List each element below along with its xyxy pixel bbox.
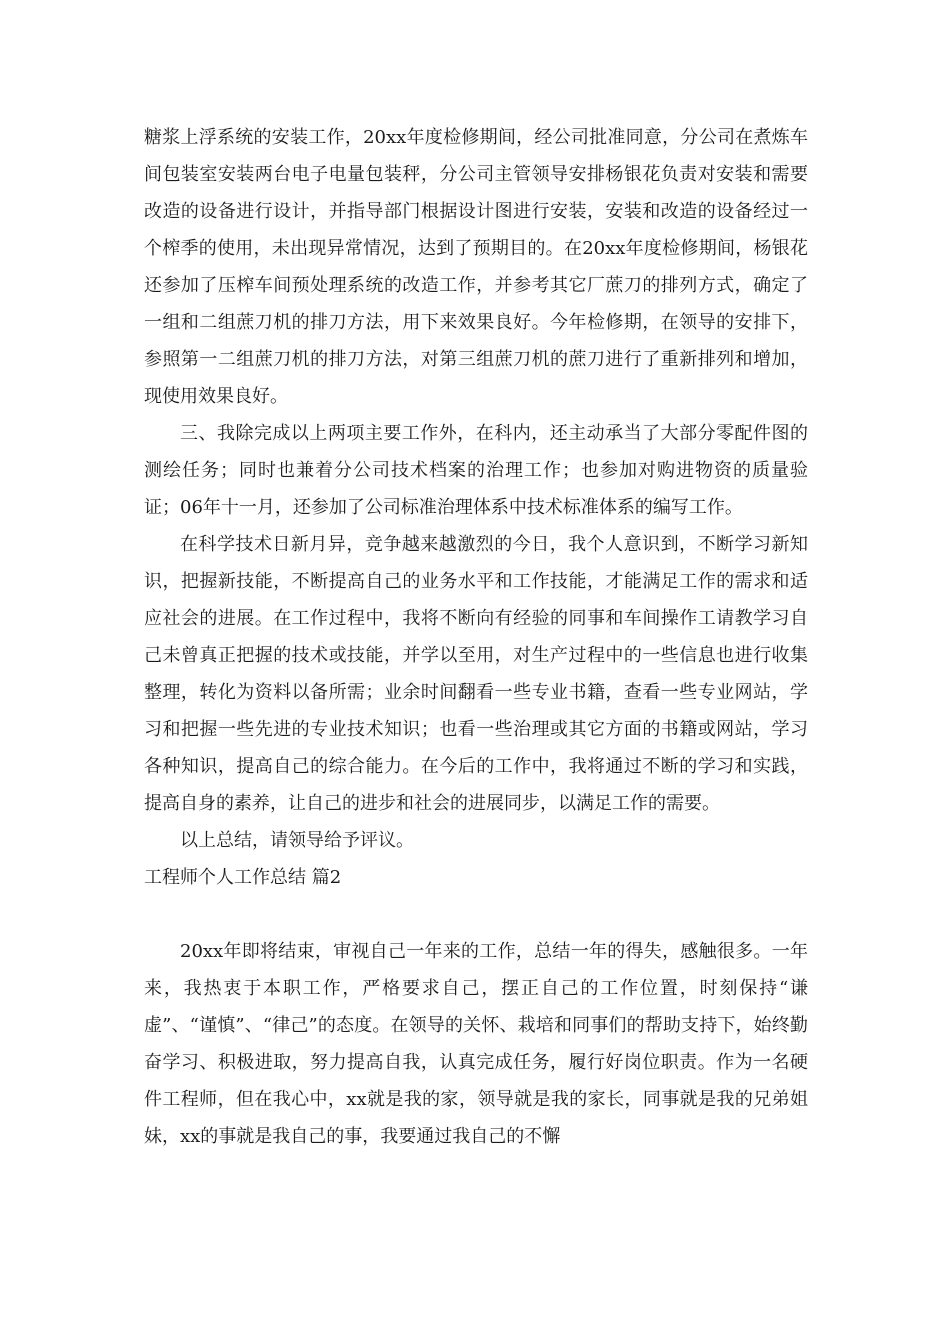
paragraph-2: 三、我除完成以上两项主要工作外，在科内，还主动承当了大部分零配件图的测绘任务；同时也兼着分公司技术档案的治理工作；也参加对购进物资的质量验证；06年十一月，还参加了公司标准治理体系中技术标准体系的编写工作。 [144,423,808,518]
document-body [144,119,808,1155]
paragraph-3: 在科学技术日新月异，竞争越来越激烈的今日，我个人意识到，不断学习新知识，把握新技能，不断提高自己的业务水平和工作技能，才能满足工作的需求和适应社会的进展。在工作过程中，我将不断向有经验的同事和车间操作工请教学习自己未曾真正把握的技术或技能，并学以至用，对生产过程中的一些信息也进行收集整理，转化为资料以备所需；业余时间翻看一些专业书籍，查看一些专业网站，学习和把握一些先进的专业技术知识；也看一些治理或其它方面的书籍或网站，学习各种知识，提高自己的综合能力。在今后的工作中，我将通过不断的学习和实践，提高自身的素养，让自己的进步和社会的进展同步，以满足工作的需要。 [144,534,808,814]
paragraph-5: 20xx年即将结束，审视自己一年来的工作，总结一年的得失，感触很多。一年来，我热衷于本职工作，严格要求自己，摆正自己的工作位置，时刻保持“谦虚”、“谨慎”、“律己”的态度。在领导的关怀、栽培和同事们的帮助支持下，始终勤奋学习、积极进取，努力提高自我，认真完成任务，履行好岗位职责。作为一名硬件工程师，但在我心中，xx就是我的家，领导就是我的家长，同事就是我的兄弟姐妹，xx的事就是我自己的事，我要通过我自己的不懈 [144,941,808,1147]
paragraph-1: 糖浆上浮系统的安装工作，20xx年度检修期间，经公司批准同意，分公司在煮炼车间包装室安装两台电子电量包装秤，分公司主管领导安排杨银花负责对安装和需要改造的设备进行设计，并指导部门根据设计图进行安装，安装和改造的设备经过一个榨季的使用，未出现异常情况，达到了预期目的。在20xx年度检修期间，杨银花还参加了压榨车间预处理系统的改造工作，并参考其它厂蔗刀的排列方式，确定了一组和二组蔗刀机的排刀方法，用下来效果良好。今年检修期，在领导的安排下，参照第一二组蔗刀机的排刀方法，对第三组蔗刀机的蔗刀进行了重新排列和增加，现使用效果良好。 [144,127,808,407]
section-heading: 工程师个人工作总结 篇2 [144,867,342,888]
blank-line [144,896,808,933]
paragraph-4: 以上总结，请领导给予评议。 [180,830,414,851]
